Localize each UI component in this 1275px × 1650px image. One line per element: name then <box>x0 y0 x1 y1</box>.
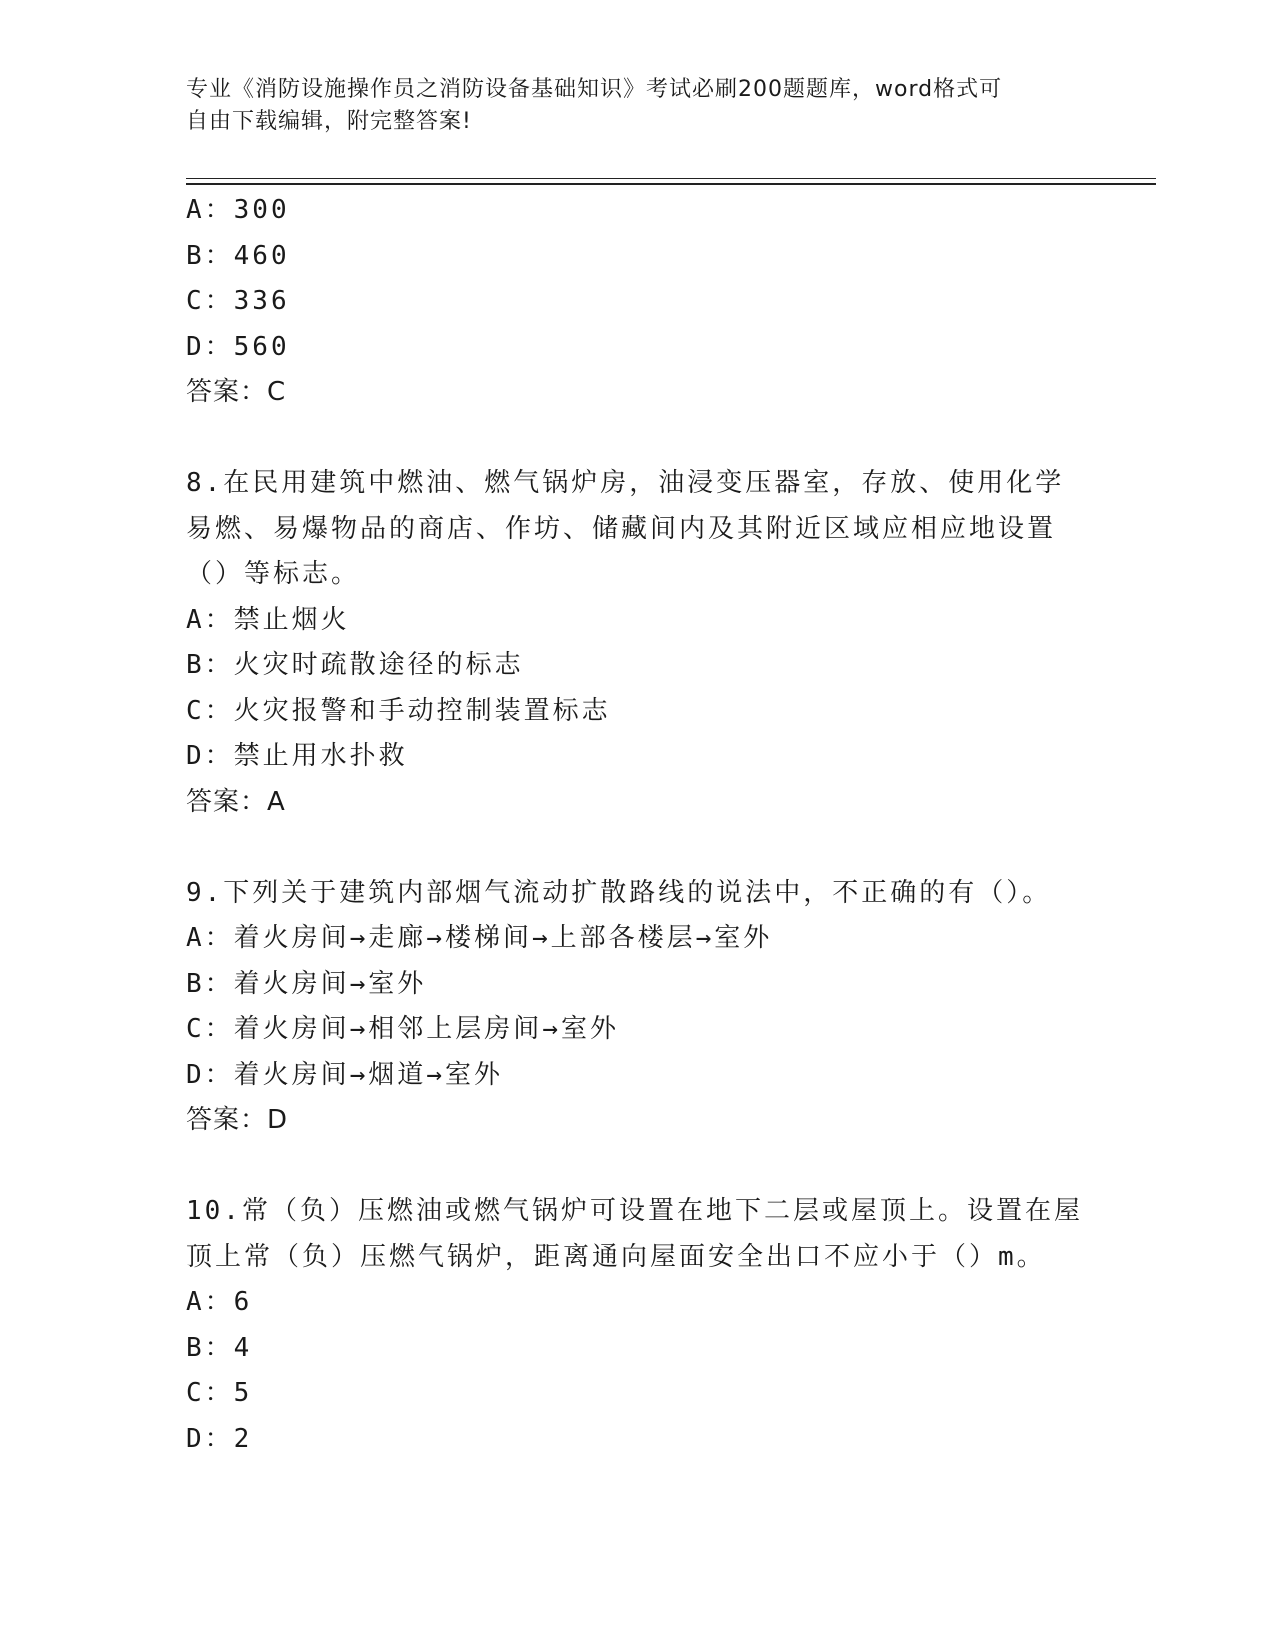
question-7 <box>186 188 1086 416</box>
option-d: D：560 <box>186 331 290 362</box>
option-b: B：火灾时疏散途径的标志 <box>186 650 524 680</box>
option-a: A：6 <box>186 1287 253 1317</box>
answer: 答案：D <box>186 1105 289 1135</box>
question-text-line: 9.下列关于建筑内部烟气流动扩散路线的说法中，不正确的有（）。 <box>186 877 1052 908</box>
option-a: A：300 <box>186 195 290 225</box>
option-b: B：4 <box>186 1332 253 1363</box>
option-b: B：着火房间→室外 <box>186 968 427 999</box>
question-9 <box>186 871 1086 1144</box>
option-c: C：336 <box>186 286 290 316</box>
question-list <box>186 188 1086 1462</box>
spacer <box>186 1144 1086 1190</box>
question-text-line: 10.常（负）压燃油或燃气锅炉可设置在地下二层或屋顶上。设置在屋 <box>186 1196 1083 1226</box>
option-c: C：着火房间→相邻上层房间→室外 <box>186 1014 619 1044</box>
question-10 <box>186 1189 1086 1462</box>
answer: 答案：A <box>186 786 286 817</box>
option-c: C：火灾报警和手动控制装置标志 <box>186 695 611 726</box>
question-text-line: 8.在民用建筑中燃油、燃气锅炉房，油浸变压器室，存放、使用化学 <box>186 468 1065 498</box>
option-c: C：5 <box>186 1378 253 1408</box>
header-divider-thick <box>186 183 1156 185</box>
option-d: D：禁止用水扑救 <box>186 741 408 771</box>
option-b: B：460 <box>186 240 290 271</box>
spacer <box>186 416 1086 462</box>
header-divider-thin <box>186 178 1156 179</box>
header-line-1: 专业《消防设施操作员之消防设备基础知识》考试必刷200题题库，word格式可 <box>186 77 1003 102</box>
question-text-line: 易燃、易爆物品的商店、作坊、储藏间内及其附近区域应相应地设置 <box>186 513 1057 544</box>
option-a: A：禁止烟火 <box>186 604 350 635</box>
header-line-2: 自由下载编辑，附完整答案! <box>186 109 472 134</box>
answer: 答案：C <box>186 377 287 407</box>
option-d: D：着火房间→烟道→室外 <box>186 1059 503 1090</box>
spacer <box>186 825 1086 871</box>
document-header <box>186 74 1076 138</box>
question-8 <box>186 461 1086 825</box>
option-d: D：2 <box>186 1423 253 1454</box>
question-text-line: （）等标志。 <box>186 559 361 589</box>
option-a: A：着火房间→走廊→楼梯间→上部各楼层→室外 <box>186 923 773 953</box>
question-text-line: 顶上常（负）压燃气锅炉，距离通向屋面安全出口不应小于（）m。 <box>186 1241 1046 1272</box>
